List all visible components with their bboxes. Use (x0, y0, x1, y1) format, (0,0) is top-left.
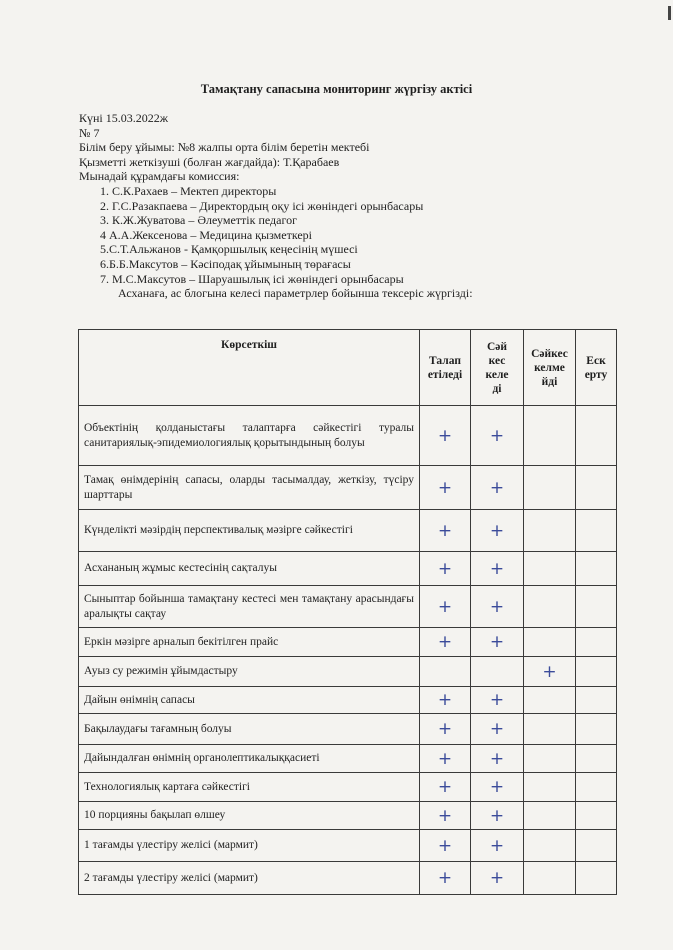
note-cell (576, 406, 617, 466)
date-line: Күні 15.03.2022ж (79, 111, 169, 125)
document-meta (79, 111, 473, 301)
row-label: Технологиялық картаға сәйкестігі (79, 773, 420, 802)
note-cell (576, 687, 617, 714)
not-complies-mark (524, 830, 576, 862)
row-label: Дайын өнімнің сапасы (79, 687, 420, 714)
supplier-line: Қызметті жеткізуші (болған жағдайда): Т.Қарабаев (79, 154, 340, 169)
required-mark: + (420, 466, 471, 510)
complies-mark: + (471, 802, 524, 830)
note-cell (576, 466, 617, 510)
not-complies-mark (524, 466, 576, 510)
table-row (79, 802, 617, 830)
table-row (79, 862, 617, 895)
header-complies-line: ді (492, 382, 502, 395)
organization-line: Білім беру ұйымы: №8 жалпы орта білім беретін мектебі (79, 140, 370, 155)
not-complies-mark (524, 687, 576, 714)
note-cell (576, 586, 617, 628)
note-cell (576, 628, 617, 657)
complies-mark: + (471, 714, 524, 745)
table-row (79, 830, 617, 862)
not-complies-mark (524, 745, 576, 773)
header-not-complies-line: йді (541, 375, 558, 388)
note-cell (576, 714, 617, 745)
commission-member: 5.С.Т.Альжанов - Қамқоршылық кеңесінің мүшесі (100, 242, 358, 257)
required-mark: + (420, 687, 471, 714)
monitoring-table (78, 329, 617, 895)
complies-mark: + (471, 586, 524, 628)
header-required-line: етіледі (427, 368, 463, 381)
not-complies-mark (524, 773, 576, 802)
required-mark: + (420, 862, 471, 895)
header-note-line: ерту (584, 368, 608, 381)
header-not-complies-line: Сәйкес (531, 347, 568, 360)
row-label: Еркін мәзірге арналып бекітілген прайс (79, 628, 420, 657)
complies-mark: + (471, 510, 524, 552)
note-cell (576, 745, 617, 773)
table-row (79, 628, 617, 657)
commission-intro: Мынадай құрамдағы комиссия: (79, 169, 240, 184)
not-complies-mark (524, 586, 576, 628)
complies-mark: + (471, 745, 524, 773)
required-mark: + (420, 714, 471, 745)
required-mark: + (420, 586, 471, 628)
complies-mark: + (471, 466, 524, 510)
note-cell (576, 510, 617, 552)
not-complies-mark (524, 802, 576, 830)
not-complies-mark: + (524, 657, 576, 687)
required-mark: + (420, 552, 471, 586)
row-label: 10 порцияны бақылап өлшеу (79, 802, 420, 830)
page-edge-mark (668, 6, 671, 20)
header-not-complies (524, 330, 576, 406)
required-mark: + (420, 802, 471, 830)
not-complies-mark (524, 714, 576, 745)
row-label: Ауыз су режимін ұйымдастыру (79, 657, 420, 687)
row-label: Күнделікті мәзірдің перспективалық мәзірге сәйкестігі (79, 510, 420, 552)
not-complies-mark (524, 510, 576, 552)
commission-member: 3. К.Ж.Жуватова – Әлеуметтік педагог (100, 213, 298, 228)
table-row (79, 687, 617, 714)
note-cell (576, 657, 617, 687)
row-label: Сыныптар бойынша тамақтану кестесі мен тамақтану арасындағы аралықты сақтау (79, 586, 420, 628)
row-label: Бақылаудағы тағамның болуы (79, 714, 420, 745)
row-label: 2 тағамды үлестіру желісі (мармит) (79, 862, 420, 895)
commission-member: 2. Г.С.Разакпаева – Директордың оқу ісі жөніндегі орынбасары (100, 198, 424, 213)
row-label: 1 тағамды үлестіру желісі (мармит) (79, 830, 420, 862)
table-row (79, 586, 617, 628)
inspection-intro: Асханаға, ас блогына келесі параметрлер бойынша тексеріс жүргізді: (118, 286, 473, 301)
table-row (79, 466, 617, 510)
header-complies-line: келе (485, 368, 509, 381)
note-cell (576, 802, 617, 830)
complies-mark: + (471, 628, 524, 657)
row-label: Объектінің қолданыстағы талаптарға сәйкестігі туралы санитариялық-эпидемиологиялық қорытындының болуы (79, 406, 420, 466)
note-cell (576, 862, 617, 895)
table-header-row (79, 330, 617, 406)
header-required (420, 330, 471, 406)
header-required-line: Талап (429, 354, 461, 367)
commission-member: 4 А.А.Жексенова – Медицина қызметкері (100, 227, 313, 242)
not-complies-mark (524, 628, 576, 657)
commission-members (79, 184, 473, 286)
table-row (79, 552, 617, 586)
note-cell (576, 773, 617, 802)
required-mark: + (420, 628, 471, 657)
header-note-line: Еск (586, 354, 606, 367)
required-mark: + (420, 745, 471, 773)
not-complies-mark (524, 406, 576, 466)
commission-member: 1. С.К.Рахаев – Мектеп директоры (100, 183, 277, 198)
commission-member: 7. М.С.Максутов – Шаруашылық ісі жөніндегі орынбасары (100, 271, 404, 286)
complies-mark: + (471, 830, 524, 862)
required-mark: + (420, 830, 471, 862)
row-label: Дайындалған өнімнің органолептикалыққасиеті (79, 745, 420, 773)
header-indicator: Көрсеткіш (79, 330, 420, 406)
document-title: Тамақтану сапасына мониторинг жүргізу актісі (200, 82, 473, 96)
note-cell (576, 830, 617, 862)
table-row (79, 657, 617, 687)
complies-mark: + (471, 552, 524, 586)
complies-mark: + (471, 862, 524, 895)
not-complies-mark (524, 552, 576, 586)
required-mark (420, 657, 471, 687)
complies-mark (471, 657, 524, 687)
commission-member: 6.Б.Б.Максутов – Кәсіподақ ұйымының төрағасы (100, 256, 351, 271)
header-complies-line: кес (488, 354, 506, 367)
complies-mark: + (471, 687, 524, 714)
header-not-complies-line: келме (534, 361, 565, 374)
number-line: № 7 (79, 125, 100, 140)
required-mark: + (420, 406, 471, 466)
complies-mark: + (471, 773, 524, 802)
header-note (576, 330, 617, 406)
note-cell (576, 552, 617, 586)
required-mark: + (420, 773, 471, 802)
not-complies-mark (524, 862, 576, 895)
required-mark: + (420, 510, 471, 552)
table-row (79, 714, 617, 745)
table-row (79, 773, 617, 802)
header-complies (471, 330, 524, 406)
table-row (79, 745, 617, 773)
table-row (79, 406, 617, 466)
header-complies-line: Сәй (486, 340, 508, 353)
row-label: Асхананың жұмыс кестесінің сақталуы (79, 552, 420, 586)
table-row (79, 510, 617, 552)
complies-mark: + (471, 406, 524, 466)
row-label: Тамақ өнімдерінің сапасы, оларды тасымалдау, жеткізу, түсіру шарттары (79, 466, 420, 510)
